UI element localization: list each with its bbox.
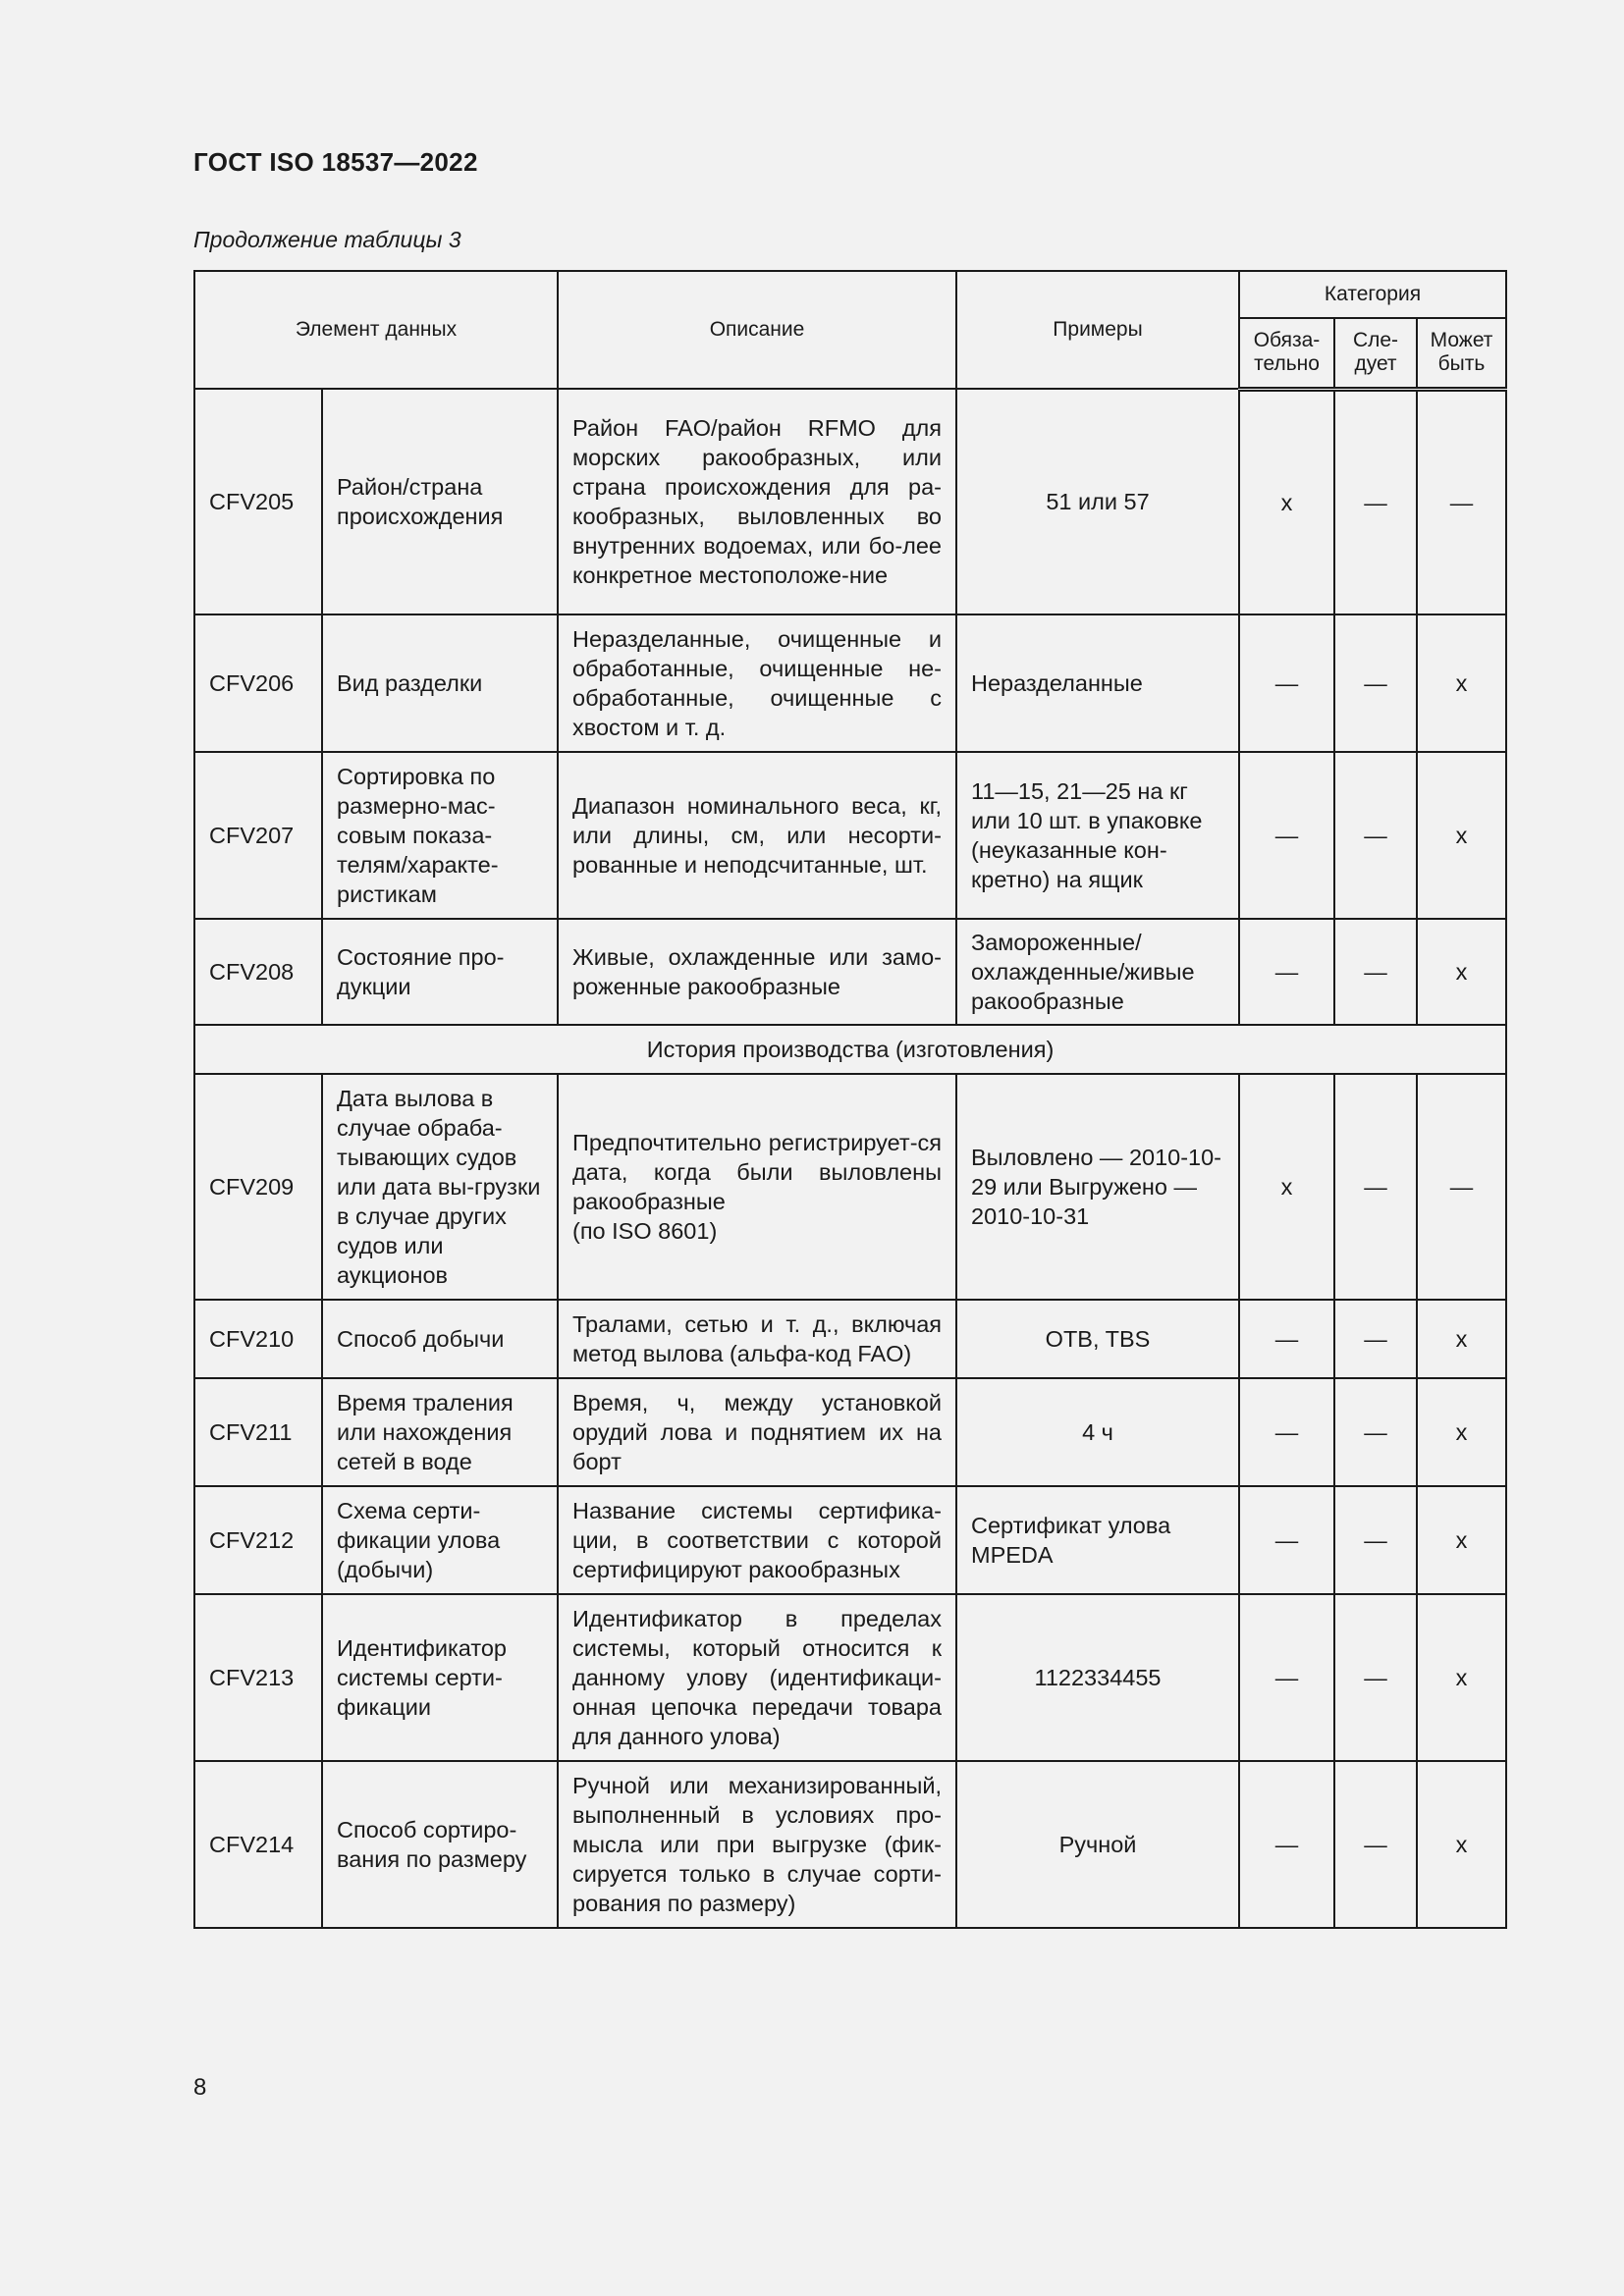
row-code: CFV214 [194, 1761, 322, 1928]
row-should: — [1334, 919, 1417, 1025]
row-mandatory: — [1239, 614, 1334, 752]
row-name: Схема серти-фикации улова (добычи) [322, 1486, 558, 1594]
row-should: — [1334, 1074, 1417, 1300]
row-name: Состояние про-дукции [322, 919, 558, 1025]
row-mandatory: — [1239, 1300, 1334, 1378]
may-label: Может быть [1430, 329, 1493, 376]
row-may: x [1417, 1300, 1506, 1378]
row-code: CFV209 [194, 1074, 322, 1300]
row-description: Ручной или механизированный, выполненный в условиях про-мысла или при выгрузке (фик-сируется только в случае сорти-рования по размеру) [558, 1761, 956, 1928]
row-should: — [1334, 614, 1417, 752]
row-code: CFV207 [194, 752, 322, 919]
row-description: Диапазон номинального веса, кг, или длины, см, или несорти-рованные и неподсчитанные, шт. [558, 752, 956, 919]
row-mandatory: — [1239, 1378, 1334, 1486]
mandatory-label: Обяза- тельно [1253, 329, 1321, 376]
table-row [194, 1486, 1506, 1594]
row-mandatory: — [1239, 1594, 1334, 1761]
table-row [194, 752, 1506, 919]
row-description: Идентификатор в пределах системы, который относится к данному улову (идентификаци-онная цепочка передачи товара для данного улова) [558, 1594, 956, 1761]
row-mandatory: x [1239, 389, 1334, 614]
table-body-production-history [194, 1074, 1506, 1928]
row-name: Дата вылова в случае обраба-тывающих судов или дата вы-грузки в случае других судов или аукционов [322, 1074, 558, 1300]
row-may: x [1417, 752, 1506, 919]
row-should: — [1334, 1761, 1417, 1928]
row-name: Сортировка по размерно-мас-совым показа-телям/характе-ристикам [322, 752, 558, 919]
table-row [194, 1300, 1506, 1378]
row-code: CFV213 [194, 1594, 322, 1761]
row-may: x [1417, 919, 1506, 1025]
row-example: Замороженные/ охлажденные/живые ракообразные [956, 919, 1239, 1025]
row-description: Район FAO/район RFMO для морских ракообразных, или страна происхождения для ра-кообразных, выловленных во внутренних водоемах, или бо-лее конкретное местоположе-ние [558, 389, 956, 614]
data-elements-table [193, 270, 1507, 1929]
column-header-examples: Примеры [956, 271, 1239, 389]
row-should: — [1334, 1594, 1417, 1761]
row-name: Вид разделки [322, 614, 558, 752]
table-row [194, 919, 1506, 1025]
column-header-may [1417, 318, 1506, 389]
row-name: Время траления или нахождения сетей в воде [322, 1378, 558, 1486]
table-row [194, 1594, 1506, 1761]
table-section [194, 1025, 1506, 1074]
row-example: Выловлено — 2010-10-29 или Выгружено — 2010-10-31 [956, 1074, 1239, 1300]
row-mandatory: — [1239, 919, 1334, 1025]
section-title: История производства (изготовления) [194, 1025, 1506, 1074]
row-description: Живые, охлажденные или замо-роженные ракообразные [558, 919, 956, 1025]
row-may: x [1417, 614, 1506, 752]
row-mandatory: — [1239, 1761, 1334, 1928]
table-row [194, 1074, 1506, 1300]
row-code: CFV210 [194, 1300, 322, 1378]
row-should: — [1334, 1378, 1417, 1486]
table-caption: Продолжение таблицы 3 [193, 227, 461, 252]
row-description: Тралами, сетью и т. д., включая метод вылова (альфа-код FAO) [558, 1300, 956, 1378]
row-should: — [1334, 389, 1417, 614]
row-may: x [1417, 1486, 1506, 1594]
row-description: Время, ч, между установкой орудий лова и поднятием их на борт [558, 1378, 956, 1486]
table-row [194, 1761, 1506, 1928]
row-may: x [1417, 1594, 1506, 1761]
row-example: 1122334455 [956, 1594, 1239, 1761]
row-code: CFV211 [194, 1378, 322, 1486]
row-description: Предпочтительно регистрирует-ся дата, когда были выловлены ракообразные (по ISO 8601) [558, 1074, 956, 1300]
row-code: CFV205 [194, 389, 322, 614]
row-name: Способ добычи [322, 1300, 558, 1378]
row-example: 4 ч [956, 1378, 1239, 1486]
page-number: 8 [193, 2074, 207, 2101]
row-should: — [1334, 1300, 1417, 1378]
row-example: Ручной [956, 1761, 1239, 1928]
table-header [194, 271, 1506, 389]
row-description: Неразделанные, очищенные и обработанные, очищенные не-обработанные, очищенные с хвостом и т. д. [558, 614, 956, 752]
document-title: ГОСТ ISO 18537—2022 [193, 147, 478, 177]
row-example: Сертификат улова MPEDA [956, 1486, 1239, 1594]
row-may: — [1417, 389, 1506, 614]
row-name: Идентификатор системы серти-фикации [322, 1594, 558, 1761]
row-mandatory: x [1239, 1074, 1334, 1300]
row-should: — [1334, 1486, 1417, 1594]
table-row [194, 1378, 1506, 1486]
row-code: CFV208 [194, 919, 322, 1025]
column-header-element: Элемент данных [194, 271, 558, 389]
row-code: CFV212 [194, 1486, 322, 1594]
row-may: x [1417, 1378, 1506, 1486]
row-should: — [1334, 752, 1417, 919]
table-row [194, 614, 1506, 752]
column-header-description: Описание [558, 271, 956, 389]
row-example: 11—15, 21—25 на кг или 10 шт. в упаковке (неуказанные кон-кретно) на ящик [956, 752, 1239, 919]
column-header-category: Категория [1239, 271, 1506, 318]
row-name: Район/страна происхождения [322, 389, 558, 614]
column-header-should [1334, 318, 1417, 389]
row-may: x [1417, 1761, 1506, 1928]
table-body-products [194, 389, 1506, 1025]
should-label: Сле- дует [1352, 329, 1399, 376]
row-name: Способ сортиро-вания по размеру [322, 1761, 558, 1928]
row-description: Название системы сертифика-ции, в соответствии с которой сертифицируют ракообразных [558, 1486, 956, 1594]
column-header-mandatory [1239, 318, 1334, 389]
row-may: — [1417, 1074, 1506, 1300]
row-example: Неразделанные [956, 614, 1239, 752]
table-row [194, 389, 1506, 614]
row-example: OTB, TBS [956, 1300, 1239, 1378]
row-mandatory: — [1239, 1486, 1334, 1594]
row-mandatory: — [1239, 752, 1334, 919]
row-code: CFV206 [194, 614, 322, 752]
row-example: 51 или 57 [956, 389, 1239, 614]
